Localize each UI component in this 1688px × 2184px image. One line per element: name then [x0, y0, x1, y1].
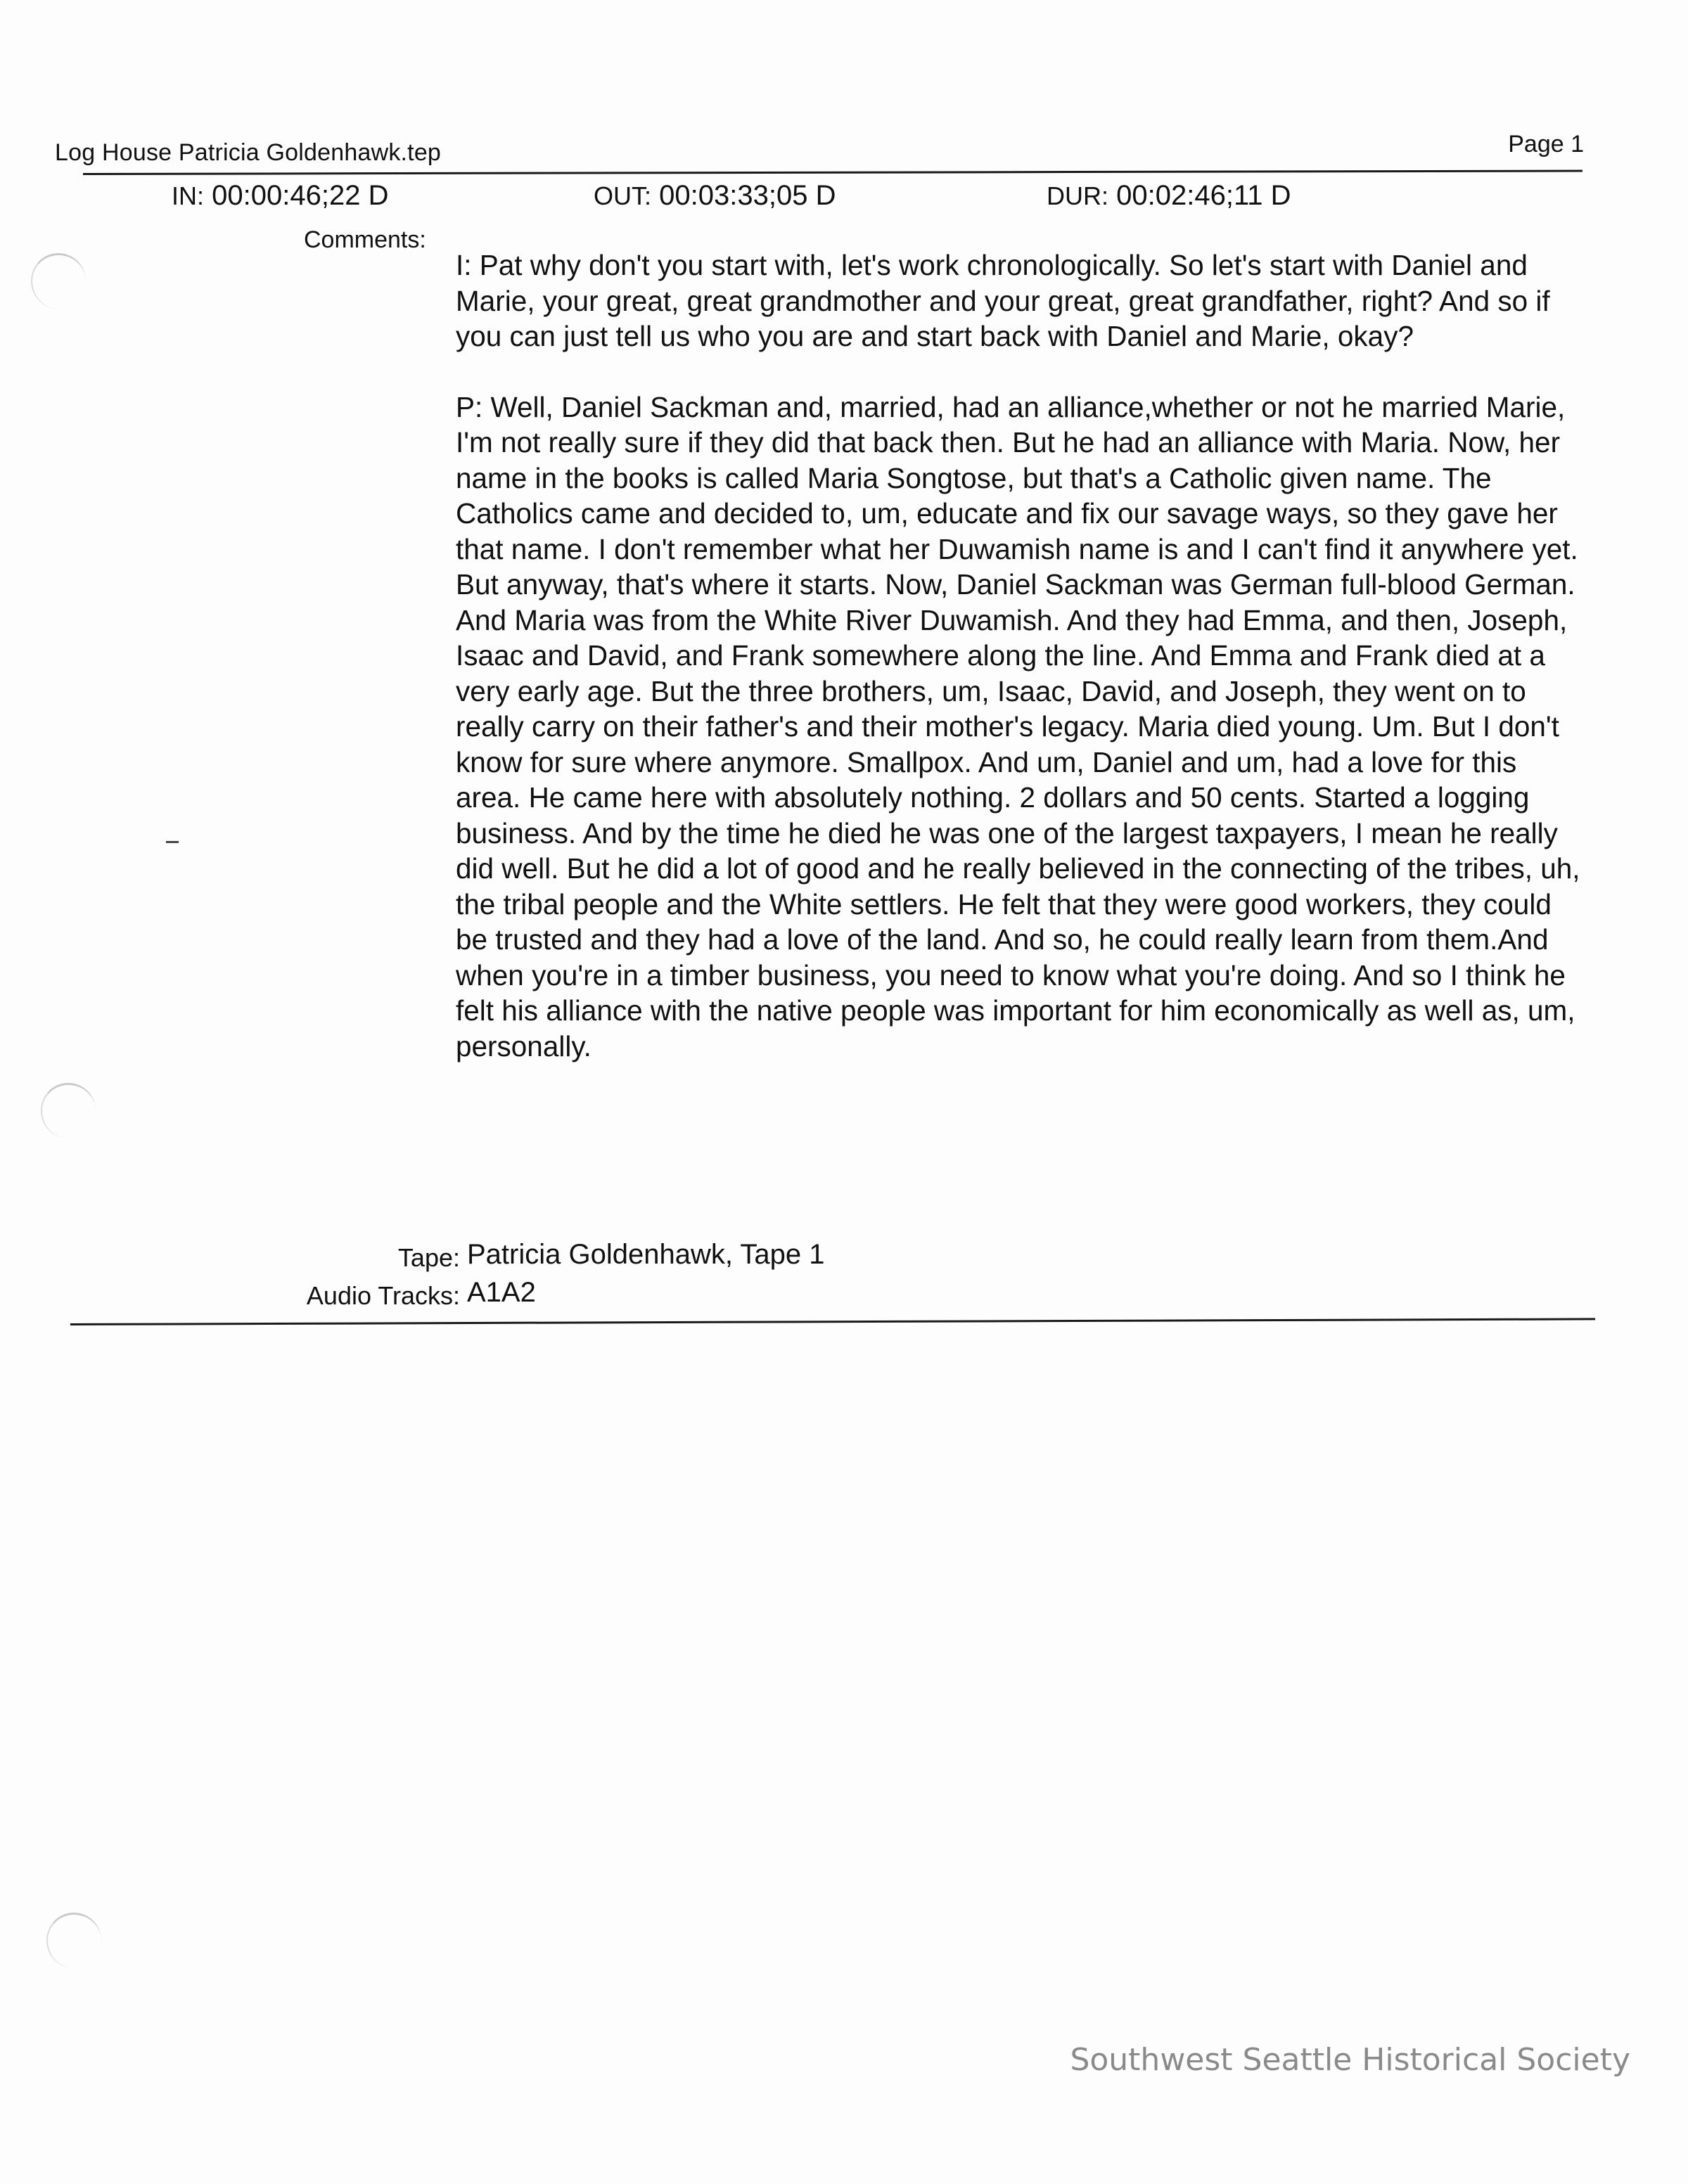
timecode-out-label: OUT: — [594, 181, 652, 210]
watermark: Southwest Seattle Historical Society — [1070, 2042, 1630, 2078]
tape-label: Tape: — [397, 1243, 460, 1272]
footer-rule — [70, 1318, 1595, 1325]
comments-body — [456, 248, 1588, 1099]
page-number: Page 1 — [1508, 131, 1584, 158]
timecode-in-label: IN: — [172, 181, 205, 210]
header-rule — [83, 170, 1582, 175]
punch-hole-mark — [41, 1083, 96, 1138]
audio-tracks-label: Audio Tracks: — [306, 1281, 460, 1310]
audio-tracks-value: A1A2 — [467, 1277, 536, 1308]
timecode-out — [594, 180, 836, 212]
respondent-paragraph: P: Well, Daniel Sackman and, married, had an alliance,whether or not he married Marie, I'm not really sure if they did that back then. But he had an alliance with Maria. Now, her name in the books is called Maria Songtose, but that's a Catholic given name. The Catholics came and decided to, um, educate and fix our savage ways, so they gave her that name. I don't remember what her Duwamish name is and I can't find it anywhere yet. But anyway, that's where it starts. Now, Daniel Sackman was German full-blood German. And Maria was from the White River Duwamish. And they had Emma, and then, Joseph, Isaac and David, and Frank somewhere along the line. And Emma and Frank died at a very early age. But the three brothers, um, Isaac, David, and Joseph, they went on to really carry on their father's and their mother's legacy. Maria died young. Um. But I don't know for sure where anymore. Smallpox. And um, Daniel and um, had a love for this area. He came here with absolutely nothing. 2 dollars and 50 cents. Started a logging business. And by the time he died he was one of the largest taxpayers, I mean he really did well. But he did a lot of good and he really believed in the connecting of the tribes, uh, the tribal people and the White settlers. He felt that they were good workers, they could be trusted and they had a love of the land. And so, he could really learn from them.And when you're in a timber business, you need to know what you're doing. And so I think he felt his alliance with the native people was important for him economically as well as, um, personally. — [456, 390, 1580, 1062]
interviewer-paragraph: I: Pat why don't you start with, let's work chronologically. So let's start with Daniel and Marie, your great, great grandmother and your great, great grandfather, right? And so if you can just tell us who you are and start back with Daniel and Marie, okay? — [456, 249, 1550, 352]
comments-label: Comments: — [304, 226, 426, 253]
timecode-out-value: 00:03:33;05 D — [659, 180, 836, 211]
timecode-in-value: 00:00:46;22 D — [212, 180, 389, 211]
punch-hole-mark — [46, 1913, 101, 1968]
timecode-duration-value: 00:02:46;11 D — [1116, 180, 1291, 211]
document-title: Log House Patricia Goldenhawk.tep — [55, 139, 442, 166]
timecode-duration — [1047, 180, 1291, 212]
timecode-in — [172, 180, 388, 212]
tape-value: Patricia Goldenhawk, Tape 1 — [467, 1239, 825, 1270]
timecode-duration-label: DUR: — [1047, 181, 1108, 210]
punch-hole-mark — [31, 253, 86, 309]
stray-mark — [166, 841, 179, 843]
